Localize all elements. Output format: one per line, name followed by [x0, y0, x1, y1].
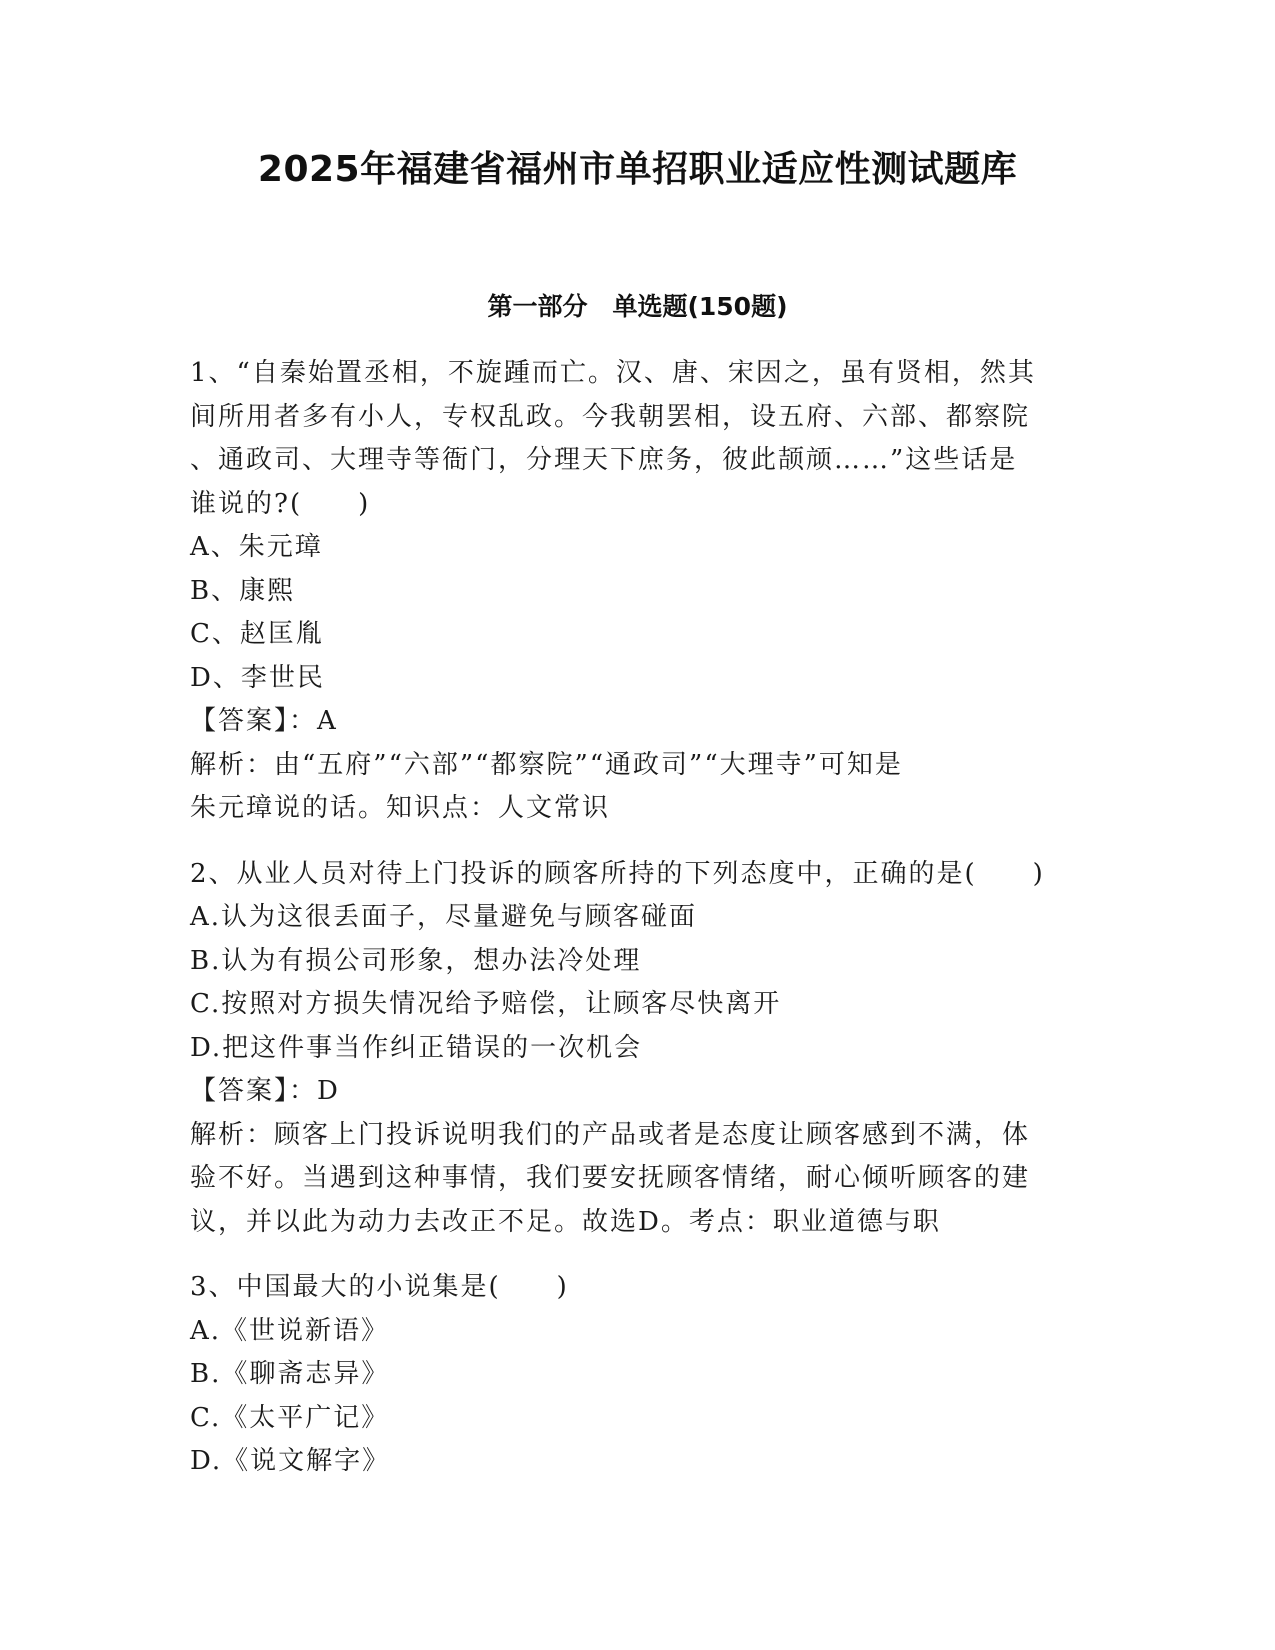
question-spacer	[190, 831, 1075, 853]
answer-line: 【答案】：D	[190, 1076, 340, 1106]
section-title: 第一部分 单选题(150题)	[487, 292, 788, 321]
option-c: C.按照对方损失情况给予赔偿，让顾客尽快离开	[190, 989, 782, 1019]
question-text-line: 2、从业人员对待上门投诉的顾客所持的下列态度中，正确的是( )	[190, 858, 1045, 889]
analysis-line: 朱元璋说的话。知识点：人文常识	[190, 793, 611, 823]
option-c: C、赵匡胤	[190, 619, 324, 649]
analysis-line: 议，并以此为动力去改正不足。故选D。考点：职业道德与职	[190, 1206, 941, 1237]
question-spacer	[190, 1244, 1075, 1266]
answer-line: 【答案】：A	[190, 706, 338, 736]
option-b: B.《聊斋志异》	[190, 1359, 390, 1389]
option-d: D、李世民	[190, 662, 325, 693]
option-a: A、朱元璋	[190, 532, 323, 562]
question-text-line: 谁说的?( )	[190, 488, 371, 519]
analysis-line: 验不好。当遇到这种事情，我们要安抚顾客情绪，耐心倾听顾客的建	[190, 1163, 1031, 1193]
question-text-line: 3、中国最大的小说集是( )	[190, 1272, 569, 1302]
analysis-line: 解析：顾客上门投诉说明我们的产品或者是态度让顾客感到不满，体	[190, 1119, 1031, 1150]
option-a: A.《世说新语》	[190, 1315, 390, 1346]
option-a: A.认为这很丢面子，尽量避免与顾客碰面	[190, 902, 698, 932]
option-d: D.把这件事当作纠正错误的一次机会	[190, 1032, 643, 1063]
option-b: B、康熙	[190, 575, 296, 606]
analysis-line: 解析：由“五府”“六部”“都察院”“通政司”“大理寺”可知是	[190, 749, 903, 780]
question-text-line: 1、“自秦始置丞相，不旋踵而亡。汉、唐、宋因之，虽有贤相，然其	[190, 358, 1036, 388]
option-c: C.《太平广记》	[190, 1402, 390, 1433]
option-d: D.《说文解字》	[190, 1446, 391, 1476]
document-title: 2025年福建省福州市单招职业适应性测试题库	[257, 149, 1018, 190]
question-list	[190, 352, 1075, 1484]
question-text-line: 、通政司、大理寺等衙门，分理天下庶务，彼此颉颃……”这些话是	[190, 445, 1018, 475]
question-text-line: 间所用者多有小人，专权乱政。今我朝罢相，设五府、六部、都察院	[190, 401, 1031, 432]
question-2	[190, 853, 1075, 1245]
question-1	[190, 352, 1075, 831]
question-3	[190, 1266, 1075, 1484]
option-b: B.认为有损公司形象，想办法冷处理	[190, 945, 642, 976]
